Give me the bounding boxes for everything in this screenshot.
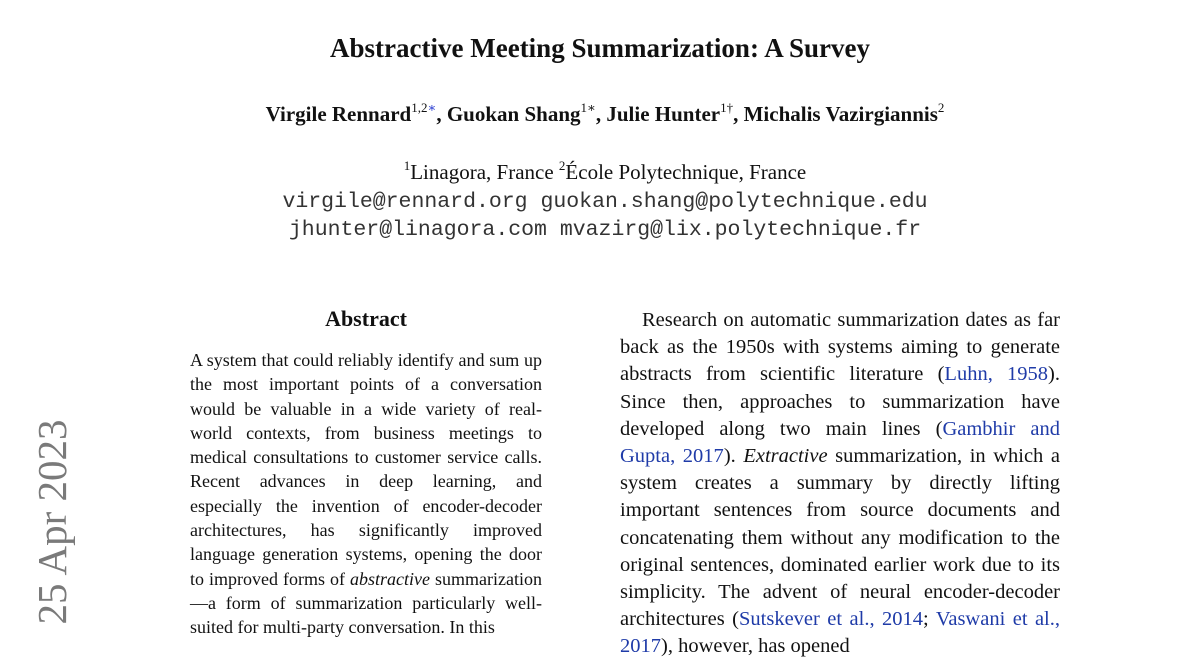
author-list: Virgile Rennard$^{1,2∗}$, Guokan Shang$^{1∗}$, Julie Hunter$^{1\dagger}$, Michalis Vazirgiannis$^2$ <box>265 100 945 126</box>
paper-title: Abstractive Meeting Summarization: A Survey <box>330 33 870 63</box>
email-line: jhunter@linagora.com mvazirg@lix.polytechnique.fr <box>288 218 922 242</box>
citation-link[interactable]: Luhn, 1958 <box>944 363 1049 386</box>
affiliation-polytechnique: École Polytechnique, France <box>565 160 807 184</box>
affiliation-mark: 1,2∗ <box>411 100 437 115</box>
affiliation-mark: 1∗ <box>580 100 596 115</box>
introduction-paragraph: Research on automatic summarization dates as far back as the 1950s with systems aiming to generate abstracts from scientific literature (Luhn, 1958). Since then, approaches to summarization have developed along two main lines (Gambhir and Gupta, 2017). Extractive summarization, in which a system creates a summary by directly lifting important sentences from source documents and concatenating them without any modification to the original sentences, dominated earlier work due to its simplicity. The advent of neural encoder-decoder architectures (Sutskever et al., 2014; Vaswani et al., 2017), however, has opened <box>620 309 1061 658</box>
author-name: Julie Hunter <box>606 102 721 126</box>
author-name: Virgile Rennard <box>265 102 412 126</box>
author-emails <box>0 188 1200 244</box>
affiliation-mark: 2 <box>937 100 945 115</box>
author-name: Michalis Vazirgiannis <box>743 102 938 126</box>
equal-contribution-footnote-link[interactable]: ∗ <box>427 100 437 115</box>
affiliations: $^1$Linagora, France $^2$École Polytechnique, France <box>403 158 807 184</box>
affiliation-linagora: Linagora, France <box>410 160 554 184</box>
author-name: Guokan Shang <box>446 102 581 126</box>
citation-link[interactable]: Gambhir and Gupta, 2017 <box>620 417 1060 468</box>
affiliation-mark: 1† <box>720 100 734 115</box>
abstract-heading: Abstract <box>325 306 407 331</box>
abstract-text: A system that could reliably identify and sum up the most important points of a conversation would be valuable in a wide variety of real-world contexts, from business meetings to medical consultations to customer service calls. Recent advances in deep learning, and especially the invention of encoder-decoder architectures, has significantly improved language generation systems, opening the door to improved forms of abstractive summarization—a form of summarization particularly well-suited for multi-party conversation. In this <box>190 350 542 638</box>
citation-link[interactable]: Vaswani et al., 2017 <box>620 608 1061 658</box>
email-line: virgile@rennard.org guokan.shang@polytechnique.edu <box>282 190 928 214</box>
citation-link[interactable]: Sutskever et al., 2014 <box>739 608 924 631</box>
arxiv-date-stamp: 25 Apr 2023 <box>29 419 75 625</box>
